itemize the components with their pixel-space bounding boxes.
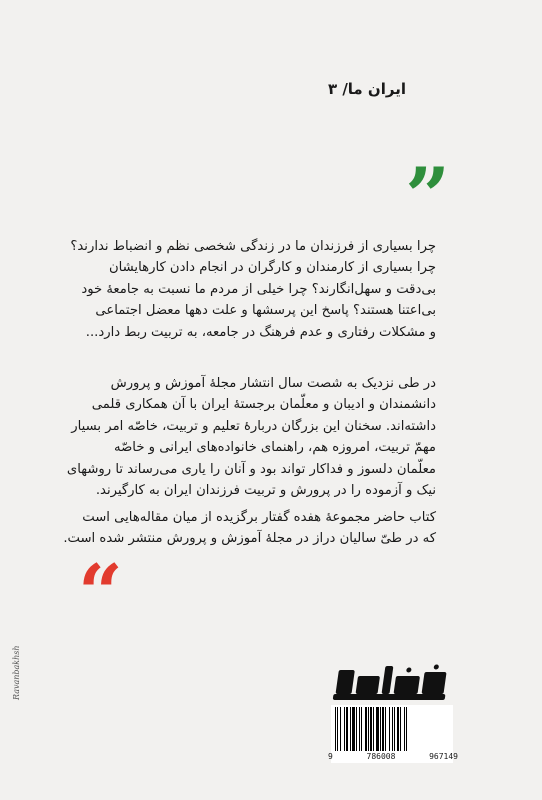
paragraph-line: بی‌دقت و سهل‌انگارند؟ چرا خیلی از مردم ما نسبت به جامعهٔ خود — [81, 281, 436, 297]
paragraph-line: مهمّ تربیت، امروزه هم، راهنمای خانواده‌های ایرانی و خاصّه — [114, 440, 436, 456]
isbn-group-1: 786008 — [366, 752, 396, 761]
isbn-number — [328, 752, 458, 761]
paragraph-line: چرا بسیاری از کارمندان و کارگران در انجام دادن کارهایشان — [108, 260, 436, 276]
paragraph-line: کتاب حاضر مجموعهٔ هفده گفتار برگزیده از میان مقاله‌هایی است — [82, 510, 436, 525]
paragraph-line: دانشمندان و ادیبان و معلّمان برجستهٔ ایران با آن همکاری قلمی — [91, 397, 436, 413]
paragraph-1 — [70, 236, 436, 343]
isbn-group-2: 967149 — [429, 752, 458, 761]
publisher-logo — [330, 662, 452, 704]
paragraph-3 — [63, 507, 436, 550]
paragraph-line: نیک و آزموده را در پرورش و تربیت فرزندان ایران به کارگیرند. — [95, 483, 436, 499]
paragraph-line: داشته‌اند. سخنان این بزرگان دربارهٔ تعلیم و تربیت، خاصّه امر بسیار — [71, 418, 436, 434]
opening-quote-icon: ” — [405, 151, 450, 242]
paragraph-line: در طی نزدیک به شصت سال انتشار مجلهٔ آموزش و پرورش — [110, 376, 436, 391]
paragraph-line: بی‌اعتنا هستند؟ پاسخ این پرسشها و علت دهها معضل اجتماعی — [95, 303, 436, 319]
paragraph-line: و مشکلات رفتاری و عدم فرهنگ در جامعه، به تربیت ربط دارد... — [85, 324, 436, 340]
paragraph-line: چرا بسیاری از فرزندان ما در زندگی شخصی نظم و انضباط ندارند؟ — [70, 239, 436, 254]
paragraph-line: که در طیّ سالیان دراز در مجلهٔ آموزش و پرورش منتشر شده است. — [63, 531, 436, 547]
designer-signature: Ravanbakhsh — [12, 645, 21, 700]
isbn-prefix: 9 — [328, 752, 333, 761]
paragraph-2 — [66, 373, 436, 501]
series-title: ایران ما/ ۳ — [327, 80, 406, 98]
paragraph-line: معلّمان دلسوز و فداکار تواند بود و آنان را یاری می‌رساند تا روشهای — [66, 461, 436, 477]
closing-quote-icon: “ — [78, 548, 123, 639]
